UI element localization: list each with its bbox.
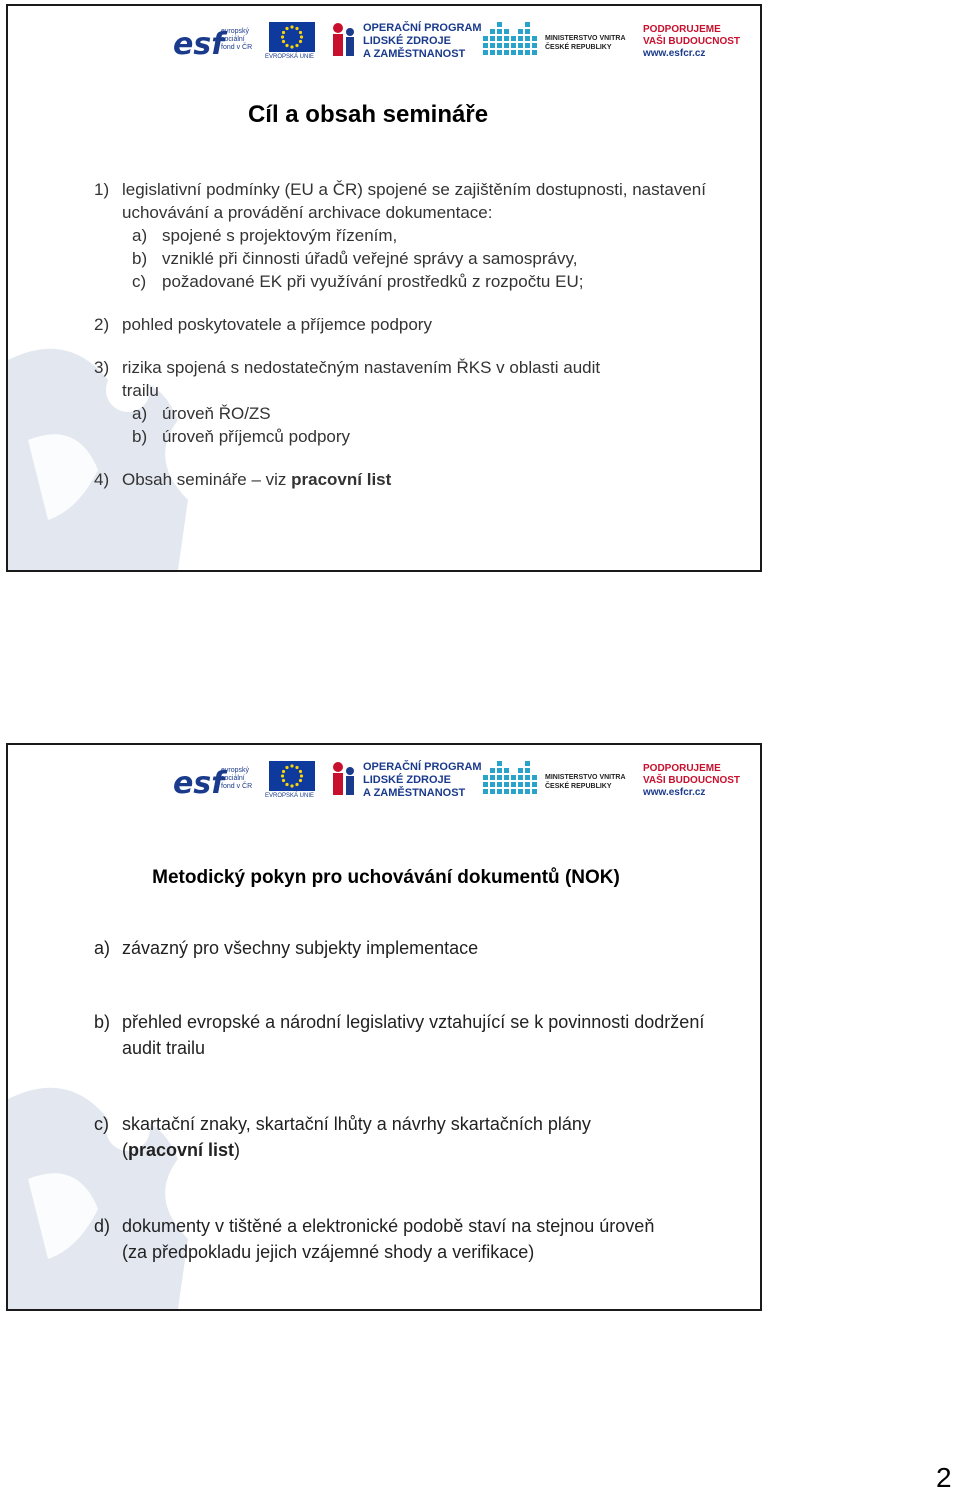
ministry-logo-icon — [483, 761, 537, 799]
svg-text:esf: esf — [173, 27, 225, 62]
op-caption: OPERAČNÍ PROGRAM LIDSKÉ ZDROJE A ZAMĚSTNANOST — [363, 22, 482, 60]
pracovni-list-label: pracovní list — [291, 470, 392, 489]
esf-caption: evropský sociální fond v ČR — [221, 28, 253, 51]
sub-item: a) úroveň ŘO/ZS — [132, 404, 271, 423]
op-people-icon — [331, 761, 357, 797]
slide-1-title: Cíl a obsah semináře — [247, 101, 489, 128]
esfcr-url: www.esfcr.cz — [643, 787, 706, 798]
op-people-icon — [331, 22, 357, 58]
slide-2-list — [94, 935, 744, 1265]
slide-2 — [6, 743, 762, 1311]
ministry-caption: MINISTERSTVO VNITRA ČESKÉ REPUBLIKY — [545, 774, 626, 790]
ministry-logo-icon — [483, 22, 537, 60]
list-item: a) závazný pro všechny subjekty implementace — [94, 938, 479, 958]
podporujeme-caption: PODPORUJEME VAŠI BUDOUCNOST www.esfcr.cz — [643, 763, 741, 798]
ministry-caption: MINISTERSTVO VNITRA ČESKÉ REPUBLIKY — [545, 35, 626, 51]
eu-caption: EVROPSKÁ UNIE — [265, 793, 315, 799]
esf-caption: evropský sociální fond v ČR — [221, 767, 253, 790]
slide-2-title: Metodický pokyn pro uchovávání dokumentů (NOK) — [152, 867, 620, 888]
list-item: d) dokumenty v tištěné a elektronické podobě staví na stejnou úroveň (za předpokladu jejich vzájemné shody a verifikace) — [94, 1216, 655, 1262]
op-caption: OPERAČNÍ PROGRAM LIDSKÉ ZDROJE A ZAMĚSTNANOST — [363, 761, 482, 799]
page-number: 2 — [936, 1462, 952, 1493]
list-item: 3) rizika spojená s nedostatečným nastavením ŘKS v oblasti audit trailu a) úroveň ŘO/ZS b) úroveň příjemců podpory — [94, 356, 612, 448]
sub-item: a) spojené s projektovým řízením, — [132, 226, 398, 245]
list-item: 4) Obsah semináře – viz pracovní list — [94, 470, 392, 489]
sub-item: b) úroveň příjemců podpory — [132, 427, 351, 446]
logo-bar — [173, 18, 743, 64]
esf-logo-icon — [173, 22, 225, 62]
logo-bar — [173, 757, 743, 803]
slide-1 — [6, 4, 762, 572]
list-item: b) přehled evropské a národní legislativy vztahující se k povinnosti dodržení audit trailu — [94, 1012, 705, 1058]
svg-text:esf: esf — [173, 766, 225, 801]
pracovni-list-label: pracovní list — [128, 1140, 235, 1160]
sub-item: c) požadované EK při využívání prostředků z rozpočtu EU; — [132, 272, 584, 291]
list-item: c) skartační znaky, skartační lhůty a návrhy skartačních plány (pracovní list) — [94, 1114, 591, 1160]
list-item: 1) legislativní podmínky (EU a ČR) spojené se zajištěním dostupnosti, nastavení uchovávání a provádění archivace dokumentace: a) spojené s projektovým řízením, b) vzniklé při činnosti úřadů veřejné správy a samosprávy, c) požadované EK při využívání prostředků z rozpočtu EU; — [94, 178, 734, 293]
slide-1-list — [94, 178, 734, 491]
esf-logo-icon — [173, 761, 225, 801]
esfcr-url: www.esfcr.cz — [643, 48, 706, 59]
eu-caption: EVROPSKÁ UNIE — [265, 54, 315, 60]
list-item: 2) pohled poskytovatele a příjemce podpory — [94, 315, 432, 334]
eu-flag-icon — [269, 761, 315, 791]
podporujeme-caption: PODPORUJEME VAŠI BUDOUCNOST www.esfcr.cz — [643, 24, 741, 59]
eu-flag-icon — [269, 22, 315, 52]
sub-item: b) vzniklé při činnosti úřadů veřejné správy a samosprávy, — [132, 249, 578, 268]
